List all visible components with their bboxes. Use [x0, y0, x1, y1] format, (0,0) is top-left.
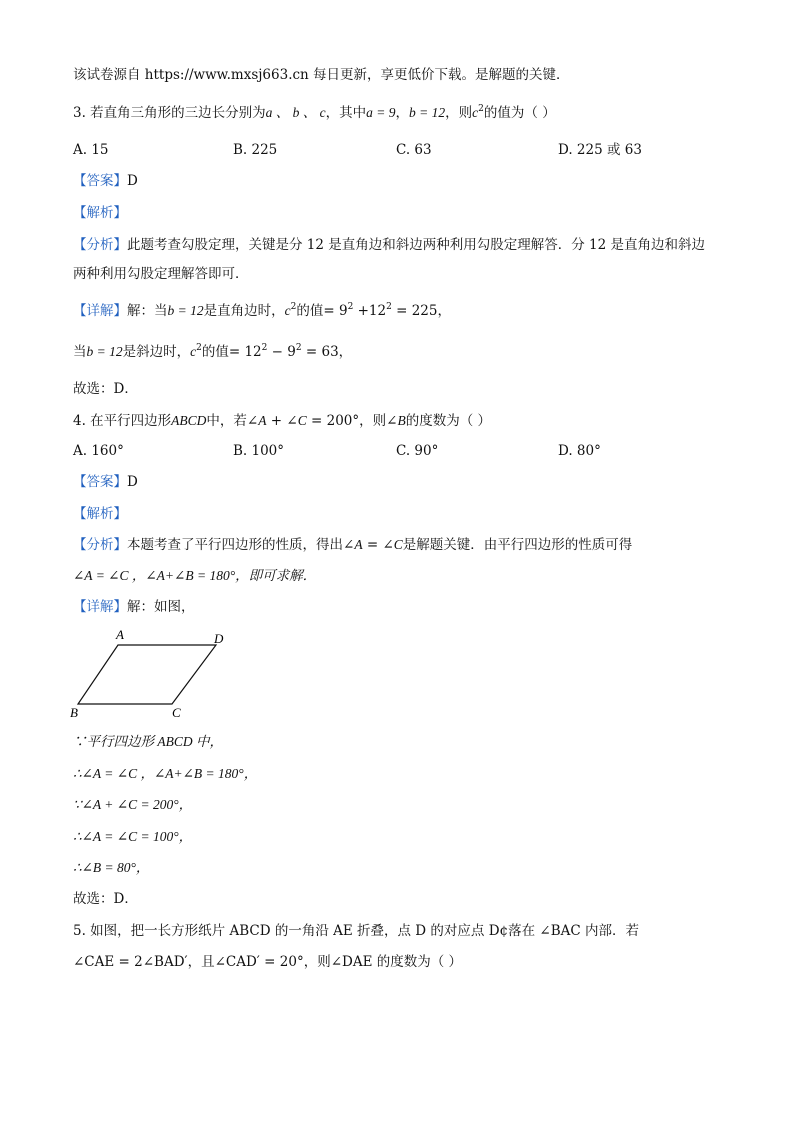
q4-step-4: ∴∠A = ∠C = 100°，	[73, 829, 193, 844]
q4-option-b: B. 100°	[233, 443, 285, 459]
vertex-label-c: C	[172, 705, 181, 720]
vertex-label-a: A	[116, 627, 124, 642]
q3-detail-1: 【详解】解：当b = 12是直角边时，$c^2$的值= $9^2 +12^2 = 225$，	[73, 302, 451, 319]
q4-analysis-tag: 【解析】	[73, 506, 127, 522]
q4-fenxi-2: ∠A = ∠C ，∠A+∠B = 180°，即可求解．	[73, 568, 317, 583]
q4-step-5: ∴∠B = 80°，	[73, 860, 150, 875]
parallelogram-figure	[68, 626, 238, 722]
q3-option-a: A. 15	[73, 142, 109, 158]
vertex-label-d: D	[214, 631, 224, 646]
q5-stem-1: 5. 如图，把一长方形纸片 ABCD 的一角沿 AE 折叠，点 D 的对应点 D¢落在 ∠BAC 内部．若	[73, 923, 640, 939]
q3-detail-2: 当b = 12是斜边时，$c^2$的值= $12^2 - 9^2 = 63$，	[73, 343, 353, 360]
q3-fenxi-2: 两种利用勾股定理解答即可．	[73, 266, 249, 282]
q3-stem: 3. 若直角三角形的三边长分别为a 、 b 、 c，其中a = 9，b = 12，则$c^2$的值为（ ）	[73, 104, 556, 121]
parallelogram-shape	[78, 645, 216, 704]
q4-option-d: D. 80°	[558, 443, 601, 459]
q4-detail-0: 【详解】解：如图，	[73, 599, 195, 615]
q4-option-c: C. 90°	[396, 443, 439, 459]
q3-option-d: D. 225 或 63	[558, 142, 642, 158]
q4-step-3: ∵∠A + ∠C = 200°，	[73, 797, 193, 812]
q3-fenxi-1: 【分析】此题考查勾股定理，关键是分 12 是直角边和斜边两种利用勾股定理解答．分 12 是直角边和斜边	[73, 237, 706, 253]
q4-fenxi-1: 【分析】本题考查了平行四边形的性质，得出∠A = ∠C是解题关键．由平行四边形的性质可得	[73, 537, 633, 553]
q4-stem: 4. 在平行四边形ABCD中，若∠A + ∠C = 200°，则∠B的度数为（ ）	[73, 413, 491, 429]
q3-option-c: C. 63	[396, 142, 432, 158]
q4-answer: 【答案】D	[73, 474, 138, 490]
q3-analysis-tag: 【解析】	[73, 205, 127, 221]
q4-step-2: ∴∠A = ∠C ，∠A+∠B = 180°，	[73, 766, 258, 781]
q4-choose: 故选：D．	[73, 891, 138, 907]
source-header: 该试卷源自 https://www.mxsj663.cn 每日更新，享更低价下载。是解题的关键．	[73, 67, 570, 83]
q3-answer: 【答案】D	[73, 173, 138, 189]
q4-option-a: A. 160°	[73, 443, 124, 459]
q3-option-b: B. 225	[233, 142, 278, 158]
vertex-label-b: B	[70, 705, 78, 720]
q3-choose: 故选：D．	[73, 381, 138, 397]
q4-step-1: ∵平行四边形 ABCD 中，	[73, 734, 223, 749]
q5-stem-2: ∠CAE = 2∠BAD′，且∠CAD′ = 20°，则∠DAE 的度数为（ ）	[73, 954, 463, 970]
